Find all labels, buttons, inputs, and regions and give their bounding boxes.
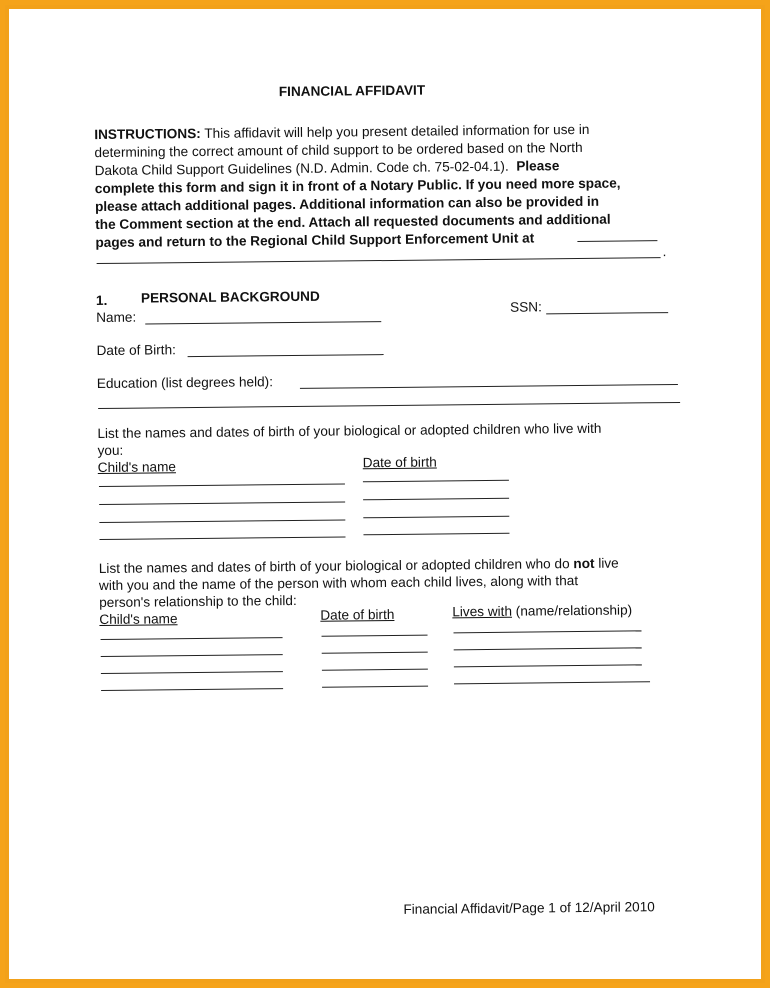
children-not-with-prompt-cont: with you and the name of the person with whom each child lives, along with that	[98, 573, 579, 594]
child-dob-field[interactable]	[363, 480, 509, 483]
col-date-of-birth: Date of birth	[362, 454, 437, 471]
lives-with-field[interactable]	[454, 647, 642, 650]
child-dob-field[interactable]	[322, 669, 428, 671]
child-dob-field[interactable]	[363, 516, 509, 519]
education-field-continued[interactable]	[98, 402, 680, 409]
child-dob-field[interactable]	[363, 498, 509, 501]
ssn-field[interactable]	[546, 312, 668, 314]
col-date-of-birth: Date of birth	[320, 606, 395, 623]
document-content: FINANCIAL AFFIDAVIT INSTRUCTIONS: This affidavit will help you present detailed information for use in determining the correct amount of child support to be ordered based on the North Dakota Child Support Guidelines (N.D. Admin. Code ch. 75-02-04.1). Please complete this form and sign it in front of a Notary Public. If you need more space, please attach additional pages. Additional information can also be provided in the Comment section at the end. Attach all requested documents and additional pages and return to the Regional Child Support Enforcement Unit at . 1. PERSONAL BACKGROUND Name: SSN: Date of Birth: Education (list degrees held): List the names and dates of birth of your biological or adopted children who live with you: Child's name Date of birth List the names and dates of birth of your biological or adopted children who do not live with you and the name of the person with whom each child lives, along with that person's relationship to the child: Child's name Date of birth Lives with (name/relationship) Financial Affidavit/Page 1 of 12/April 2010	[4, 5, 766, 983]
child-name-field[interactable]	[101, 637, 283, 640]
child-name-field[interactable]	[101, 671, 283, 674]
child-dob-field[interactable]	[363, 533, 509, 536]
child-dob-field[interactable]	[322, 652, 428, 654]
page-footer: Financial Affidavit/Page 1 of 12/April 2010	[403, 899, 655, 917]
instructions-line: pages and return to the Regional Child Support Enforcement Unit at	[95, 230, 535, 251]
child-dob-field[interactable]	[322, 686, 428, 688]
dob-field[interactable]	[188, 354, 384, 357]
document-page	[9, 9, 761, 979]
children-not-with-prompt-cont: person's relationship to the child:	[99, 592, 297, 611]
instructions-line: Dakota Child Support Guidelines (N.D. Admin. Code ch. 75-02-04.1).	[94, 158, 509, 179]
child-name-field[interactable]	[101, 688, 283, 691]
child-dob-field[interactable]	[322, 635, 428, 637]
name-label: Name:	[96, 309, 137, 326]
children-not-with-prompt: List the names and dates of birth of your biological or adopted children who do not live	[98, 555, 619, 577]
instructions-line: complete this form and sign it in front of a Notary Public. If you need more space,	[94, 175, 621, 197]
child-name-field[interactable]	[99, 501, 345, 505]
document-title: FINANCIAL AFFIDAVIT	[278, 82, 426, 100]
instructions-line: This affidavit will help you present detailed information for use in	[204, 121, 590, 141]
instructions-line: the Comment section at the end. Attach all requested documents and additional	[95, 211, 611, 233]
instructions-line: Please	[516, 158, 560, 174]
col-childs-name: Child's name	[99, 611, 178, 628]
lives-with-field[interactable]	[454, 664, 642, 667]
lives-with-field[interactable]	[454, 681, 650, 684]
lives-with-field[interactable]	[454, 630, 642, 633]
child-name-field[interactable]	[101, 654, 283, 657]
child-name-field[interactable]	[100, 536, 346, 540]
children-with-prompt-cont: you:	[97, 442, 124, 459]
education-field[interactable]	[300, 384, 678, 389]
instructions-block	[94, 120, 675, 252]
dob-label: Date of Birth:	[96, 342, 176, 359]
children-with-prompt: List the names and dates of birth of your biological or adopted children who live with	[97, 420, 602, 442]
section-heading: PERSONAL BACKGROUND	[140, 288, 320, 306]
child-name-field[interactable]	[99, 519, 345, 523]
instructions-line: determining the correct amount of child support to be ordered based on the North	[94, 139, 583, 161]
ssn-label: SSN:	[510, 299, 542, 315]
education-label: Education (list degrees held):	[96, 374, 274, 392]
child-name-field[interactable]	[99, 483, 345, 487]
section-number: 1.	[95, 292, 108, 309]
instructions-lead: INSTRUCTIONS:	[94, 125, 201, 143]
instructions-line: please attach additional pages. Additional information can also be provided in	[94, 193, 600, 215]
name-field[interactable]	[145, 321, 381, 324]
col-lives-with: Lives with (name/relationship)	[452, 602, 633, 620]
enforcement-unit-field-continued[interactable]	[97, 257, 661, 264]
col-childs-name: Child's name	[97, 459, 176, 476]
